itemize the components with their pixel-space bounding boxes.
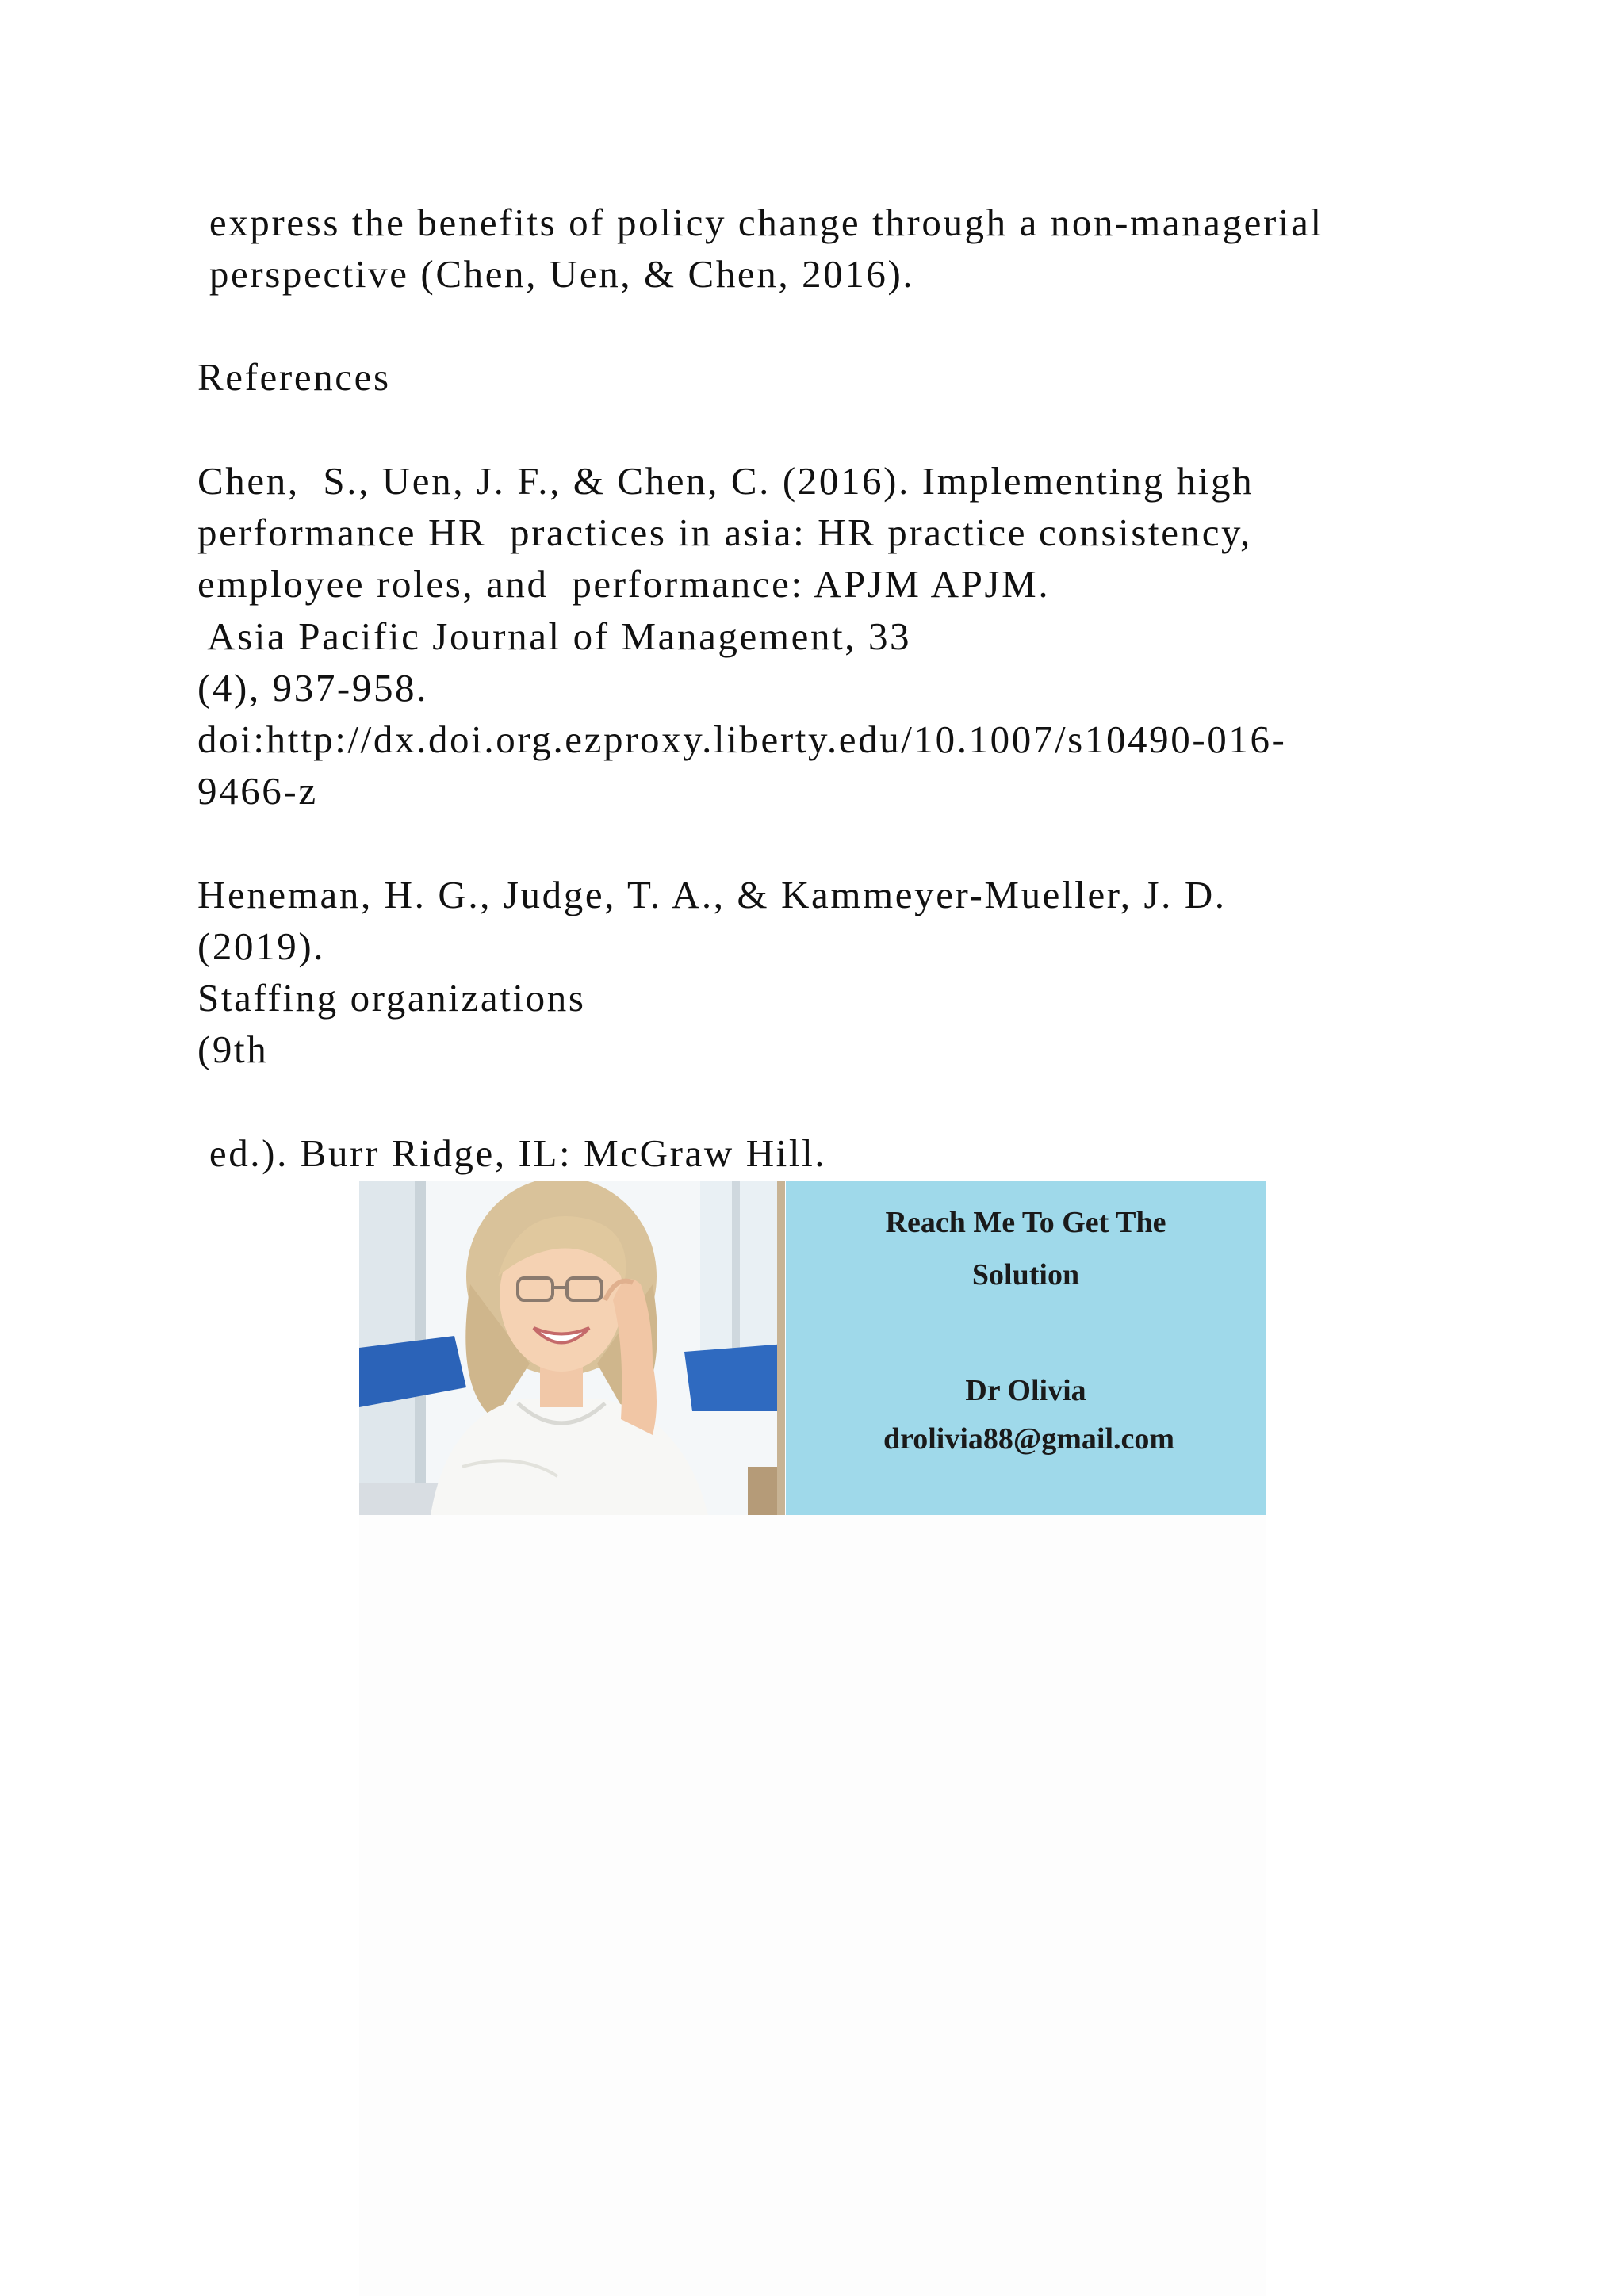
ad-headline-line1: Reach Me To Get The (885, 1206, 1166, 1239)
woman-photo-illustration (359, 1181, 785, 1515)
blank-lower-region (359, 1515, 1266, 2296)
woman-photo (359, 1181, 785, 1515)
ad-headline-line2: Solution (971, 1258, 1080, 1292)
reference-line: Chen, S., Uen, J. F., & Chen, C. (2016). Implementing high (197, 459, 1254, 503)
reference-doi-line: doi:http://dx.doi.org.ezproxy.liberty.edu/10.1007/s10490-016- (197, 718, 1287, 761)
reference-line: (2019). (197, 924, 326, 968)
reference-line: Asia Pacific Journal of Management, 33 (197, 614, 912, 658)
reference-line: Heneman, H. G., Judge, T. A., & Kammeyer-Mueller, J. D. (197, 873, 1227, 916)
contact-panel (786, 1181, 1266, 1515)
reference-doi-line: 9466-z (197, 769, 318, 813)
reference-line: (9th (197, 1027, 269, 1071)
reference-line: performance HR practices in asia: HR practice consistency, (197, 511, 1252, 554)
reference-line: (4), 937-958. (197, 666, 429, 710)
ad-contact-email[interactable]: drolivia88@gmail.com (883, 1422, 1175, 1456)
references-heading: References (197, 355, 391, 399)
reference-line: ed.). Burr Ridge, IL: McGraw Hill. (197, 1131, 827, 1175)
ad-contact-name: Dr Olivia (965, 1374, 1086, 1407)
body-text-line: express the benefits of policy change through a non-managerial (197, 201, 1323, 244)
advertisement-banner (359, 1181, 1266, 1515)
body-text-line: perspective (Chen, Uen, & Chen, 2016). (197, 252, 915, 296)
reference-line: Staffing organizations (197, 976, 586, 1020)
reference-line: employee roles, and performance: APJM APJM. (197, 562, 1051, 606)
